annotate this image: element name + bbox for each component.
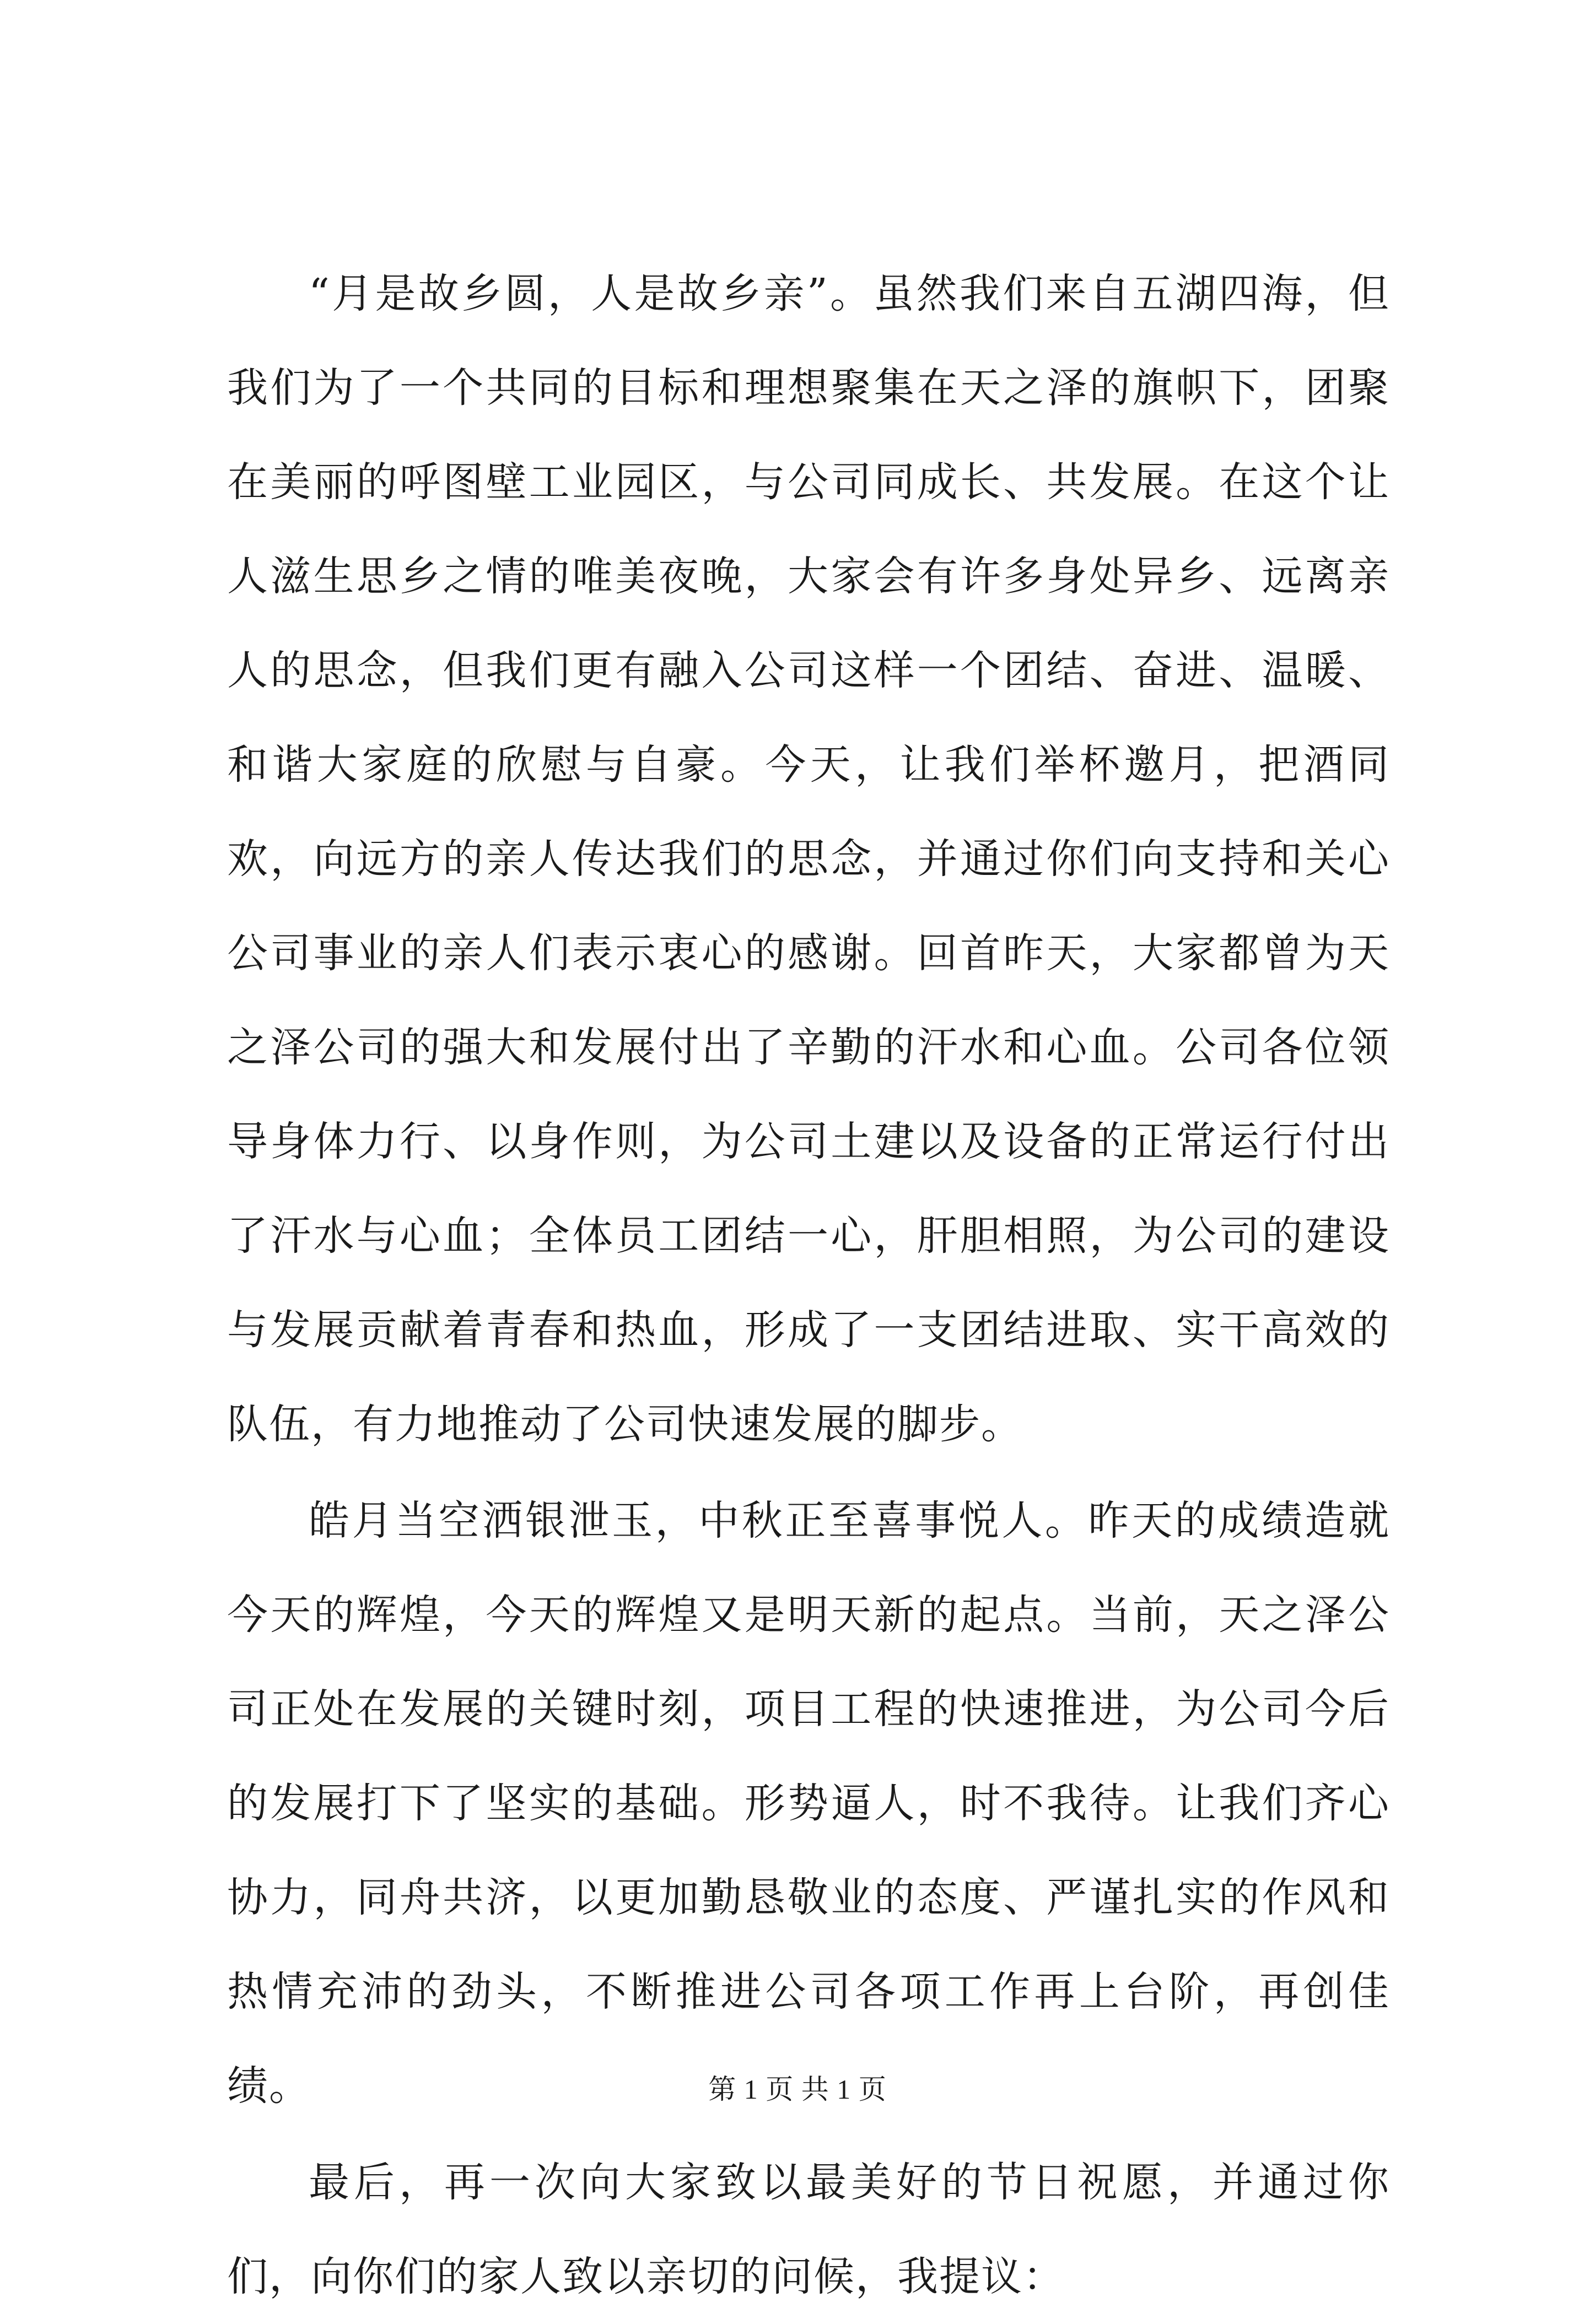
paragraph-2: 皓月当空洒银泄玉，中秋正至喜事悦人。昨天的成绩造就今天的辉煌，今天的辉煌又是明天新的起点。当前，天之泽公司正处在发展的关键时刻，项目工程的快速推进，为公司今后的发展打下了坚实的基础。形势逼人，时不我待。让我们齐心协力，同舟共济，以更加勤恳敬业的态度、严谨扎实的作风和热情充沛的劲头，不断推进公司各项工作再上台阶，再创佳绩。 [227,1497,1390,2110]
paragraph-1: “月是故乡圆，人是故乡亲”。虽然我们来自五湖四海，但我们为了一个共同的目标和理想聚集在天之泽的旗帜下，团聚在美丽的呼图壁工业园区，与公司同成长、共发展。在这个让人滋生思乡之情的唯美夜晚，大家会有许多身处异乡、远离亲人的思念，但我们更有融入公司这样一个团结、奋进、温暖、和谐大家庭的欣慰与自豪。今天，让我们举杯邀月，把酒同欢，向远方的亲人传达我们的思念，并通过你们向支持和关心公司事业的亲人们表示衷心的感谢。回首昨天，大家都曾为天之泽公司的强大和发展付出了辛勤的汗水和心血。公司各位领导身体力行、以身作则，为公司土建以及设备的正常运行付出了汗水与心血；全体员工团结一心，肝胆相照，为公司的建设与发展贡献着青春和热血，形成了一支团结进取、实干高效的队伍，有力地推动了公司快速发展的脚步。 [227,270,1390,1448]
page-footer: 第 1 页 共 1 页 [708,2074,887,2105]
document-body [227,247,1390,2324]
paragraph-3: 最后，再一次向大家致以最美好的节日祝愿，并通过你们，向你们的家人致以亲切的问候，我提议： [227,2159,1390,2300]
